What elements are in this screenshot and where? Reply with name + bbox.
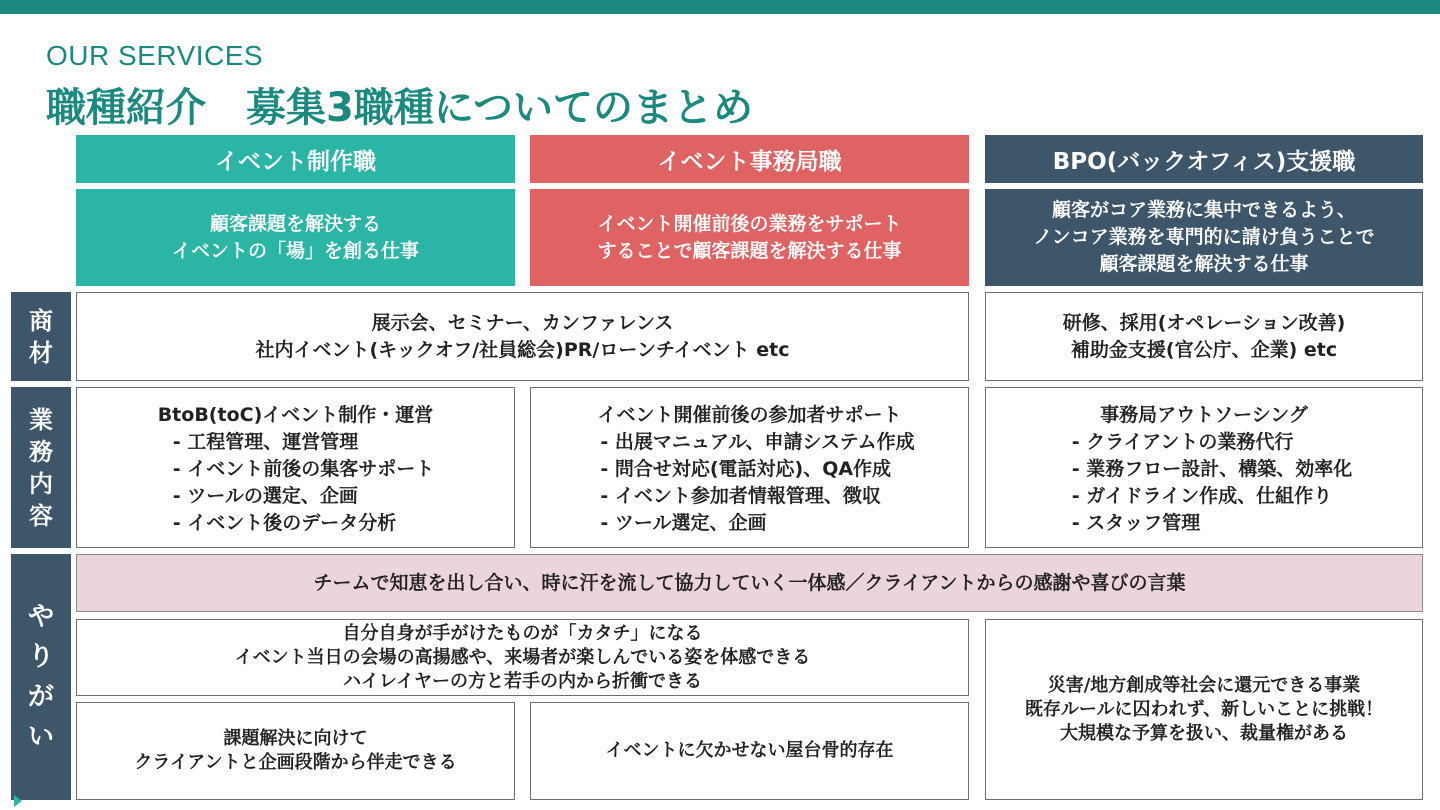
shozai-bpo-cell <box>985 292 1423 381</box>
row-label-char: り <box>27 642 54 672</box>
desc-line: 顧客課題を解決する仕事 <box>1099 253 1309 275</box>
cell-line: 補助金支援(官公庁、企業) etc <box>1070 338 1338 361</box>
list-item: - ツール選定、企画 <box>600 512 767 534</box>
cell-line: イベント当日の会場の高揚感や、来場者が楽しんでいる姿を体感できる <box>234 646 811 668</box>
list-heading: イベント開催前後の参加者サポート <box>597 404 902 426</box>
row-label-gyomu <box>11 387 71 548</box>
desc-line: 顧客がコア業務に集中できるよう、 <box>1051 199 1356 221</box>
desc-line: 顧客課題を解決する <box>209 212 381 235</box>
row-label-char: 容 <box>29 501 53 530</box>
desc-line: することで顧客課題を解決する仕事 <box>597 239 902 262</box>
gyomu-event-production-cell <box>76 387 515 548</box>
desc-line: ノンコア業務を専門的に請け負うことで <box>1033 226 1375 248</box>
yarigai-events-shared-cell <box>76 619 969 696</box>
column-desc-bpo <box>985 189 1423 286</box>
list-item: - クライアントの業務代行 <box>1071 431 1294 453</box>
row-label-yarigai <box>11 554 71 800</box>
cell-line: 大規模な予算を扱い、裁量権がある <box>1060 722 1348 744</box>
cell-line: 既存ルールに囚われず、新しいことに挑戦！ <box>1024 698 1384 720</box>
gyomu-event-secretariat-cell <box>530 387 969 548</box>
yarigai-bpo-cell <box>985 619 1423 800</box>
column-header-event-secretariat: イベント事務局職 <box>530 135 969 183</box>
desc-line: イベント開催前後の業務をサポート <box>597 212 902 235</box>
row-label-char: が <box>27 682 54 712</box>
corner-triangle-icon <box>14 795 22 807</box>
yarigai-event-secretariat-cell <box>530 702 969 800</box>
row-label-char: 内 <box>29 469 53 498</box>
list-item: - イベント参加者情報管理、徴収 <box>600 485 881 507</box>
list-item: - イベント後のデータ分析 <box>172 512 397 534</box>
list-item: - スタッフ管理 <box>1071 512 1201 534</box>
list-item: - ツールの選定、企画 <box>172 485 358 507</box>
cell-line: イベントに欠かせない屋台骨的存在 <box>605 740 894 761</box>
column-desc-event-production <box>76 189 515 286</box>
yarigai-common-cell <box>76 554 1423 612</box>
cell-line: 課題解決に向けて <box>223 728 368 749</box>
cell-line: 展示会、セミナー、カンファレンス <box>371 311 674 334</box>
list-heading: BtoB(toC)イベント制作・運営 <box>157 404 434 426</box>
cell-line: 災害/地方創成等社会に還元できる事業 <box>1047 674 1361 696</box>
cell-line: ハイレイヤーの方と若手の内から折衝できる <box>342 670 703 692</box>
row-label-shozai <box>11 292 71 381</box>
list-heading: 事務局アウトソーシング <box>1100 404 1308 426</box>
list-item: - 業務フロー設計、構築、効率化 <box>1071 458 1353 480</box>
list-item: - ガイドライン作成、仕組作り <box>1071 485 1333 507</box>
cell-line: 自分自身が手がけたものが「カタチ」になる <box>342 622 703 644</box>
row-label-char: や <box>27 602 54 632</box>
list-item: - 出展マニュアル、申請システム作成 <box>600 431 915 453</box>
row-label-char: 材 <box>29 338 53 367</box>
section-eyebrow: OUR SERVICES <box>46 40 264 71</box>
page-title: 職種紹介 募集3職種についてのまとめ <box>46 85 754 131</box>
row-label-char: い <box>27 722 54 752</box>
column-desc-event-secretariat <box>530 189 969 286</box>
cell-line: 社内イベント(キックオフ/社員総会)PR/ローンチイベント etc <box>255 338 790 361</box>
cell-line: 研修、採用(オペレーション改善) <box>1062 311 1346 334</box>
gyomu-bpo-cell <box>985 387 1423 548</box>
cell-line: クライアントと企画段階から伴走できる <box>134 752 457 773</box>
row-label-char: 商 <box>29 306 53 335</box>
list-item: - 問合せ対応(電話対応)、QA作成 <box>600 458 892 480</box>
shozai-events-cell <box>76 292 969 381</box>
column-header-bpo: BPO(バックオフィス)支援職 <box>985 135 1423 183</box>
list-item: - イベント前後の集客サポート <box>172 458 435 480</box>
top-accent-bar <box>0 0 1440 14</box>
row-label-char: 務 <box>29 437 53 466</box>
list-item: - 工程管理、運営管理 <box>172 431 359 453</box>
row-label-char: 業 <box>29 405 53 434</box>
column-header-event-production: イベント制作職 <box>76 135 515 183</box>
cell-line: チームで知恵を出し合い、時に汗を流して協力していく一体感／クライアントからの感謝や喜びの言葉 <box>313 571 1186 594</box>
desc-line: イベントの「場」を創る仕事 <box>171 239 419 262</box>
yarigai-event-production-cell <box>76 702 515 800</box>
